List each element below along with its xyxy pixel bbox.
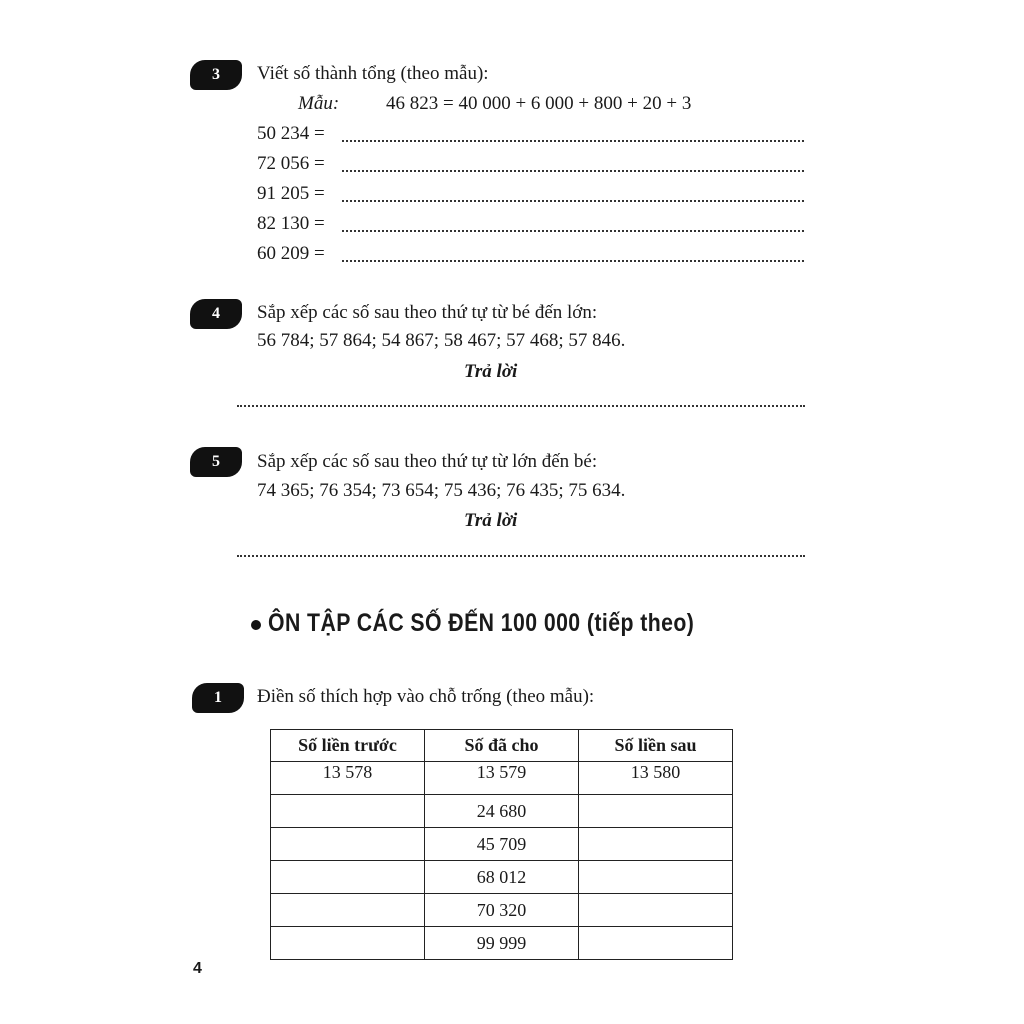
table-row (271, 894, 733, 927)
exercise-4-badge: 4 (190, 299, 242, 329)
sum-item-label: 60 209 = (257, 243, 325, 264)
table-cell: 70 320 (425, 894, 579, 927)
table-cell[interactable] (579, 894, 733, 927)
exercise-4-answer-line[interactable] (237, 405, 805, 407)
table-cell: 68 012 (425, 861, 579, 894)
table-cell: 24 680 (425, 795, 579, 828)
exercise-5-title: Sắp xếp các số sau theo thứ tự từ lớn đến bé: (257, 451, 598, 472)
exercise-5-numbers: 74 365; 76 354; 73 654; 75 436; 76 435; 75 634. (257, 480, 626, 501)
sum-answer-line[interactable] (342, 260, 804, 262)
table-cell[interactable] (271, 795, 425, 828)
table-row (271, 861, 733, 894)
exercise-4-title: Sắp xếp các số sau theo thứ tự từ bé đến lớn: (257, 302, 598, 323)
table-row (271, 828, 733, 861)
exercise-3-badge: 3 (190, 60, 242, 90)
sum-item-label: 82 130 = (257, 213, 325, 234)
exercise-3-title: Viết số thành tổng (theo mẫu): (257, 63, 489, 84)
table-cell[interactable] (271, 894, 425, 927)
table-cell[interactable] (579, 795, 733, 828)
table-row (271, 795, 733, 828)
header-given: Số đã cho (425, 730, 579, 762)
exercise-4-answer-label: Trả lời (464, 361, 518, 382)
sum-item-label: 50 234 = (257, 123, 325, 144)
sum-answer-line[interactable] (342, 200, 804, 202)
exercise-4-numbers: 56 784; 57 864; 54 867; 58 467; 57 468; 57 846. (257, 330, 626, 351)
table-cell[interactable] (271, 828, 425, 861)
exercise-5-answer-line[interactable] (237, 555, 805, 557)
table-cell[interactable] (579, 828, 733, 861)
sum-item-label: 91 205 = (257, 183, 325, 204)
table-cell[interactable] (271, 927, 425, 960)
table-cell[interactable] (271, 861, 425, 894)
exercise-5-answer-label: Trả lời (464, 510, 518, 531)
table-cell: 13 579 (425, 762, 579, 795)
table-cell[interactable] (579, 927, 733, 960)
number-table (270, 729, 733, 960)
table-cell[interactable] (579, 861, 733, 894)
exercise-5-badge: 5 (190, 447, 242, 477)
sum-answer-line[interactable] (342, 170, 804, 172)
table-cell: 13 580 (579, 762, 733, 795)
exercise-1-badge: 1 (192, 683, 244, 713)
sum-item-label: 72 056 = (257, 153, 325, 174)
table-row (271, 927, 733, 960)
table-cell: 99 999 (425, 927, 579, 960)
exercise-1-title: Điền số thích hợp vào chỗ trống (theo mẫu): (257, 686, 595, 707)
sample-label: Mẫu: (298, 93, 340, 114)
header-next: Số liền sau (579, 730, 733, 762)
table-cell: 45 709 (425, 828, 579, 861)
bullet-icon (251, 620, 261, 630)
table-cell: 13 578 (271, 762, 425, 795)
header-previous: Số liền trước (271, 730, 425, 762)
sum-answer-line[interactable] (342, 230, 804, 232)
sample-equation: 46 823 = 40 000 + 6 000 + 800 + 20 + 3 (386, 93, 692, 114)
table-row (271, 762, 733, 795)
page-number: 4 (193, 960, 202, 977)
sum-answer-line[interactable] (342, 140, 804, 142)
section-heading: ÔN TẬP CÁC SỐ ĐẾN 100 000 (tiếp theo) (268, 609, 695, 637)
